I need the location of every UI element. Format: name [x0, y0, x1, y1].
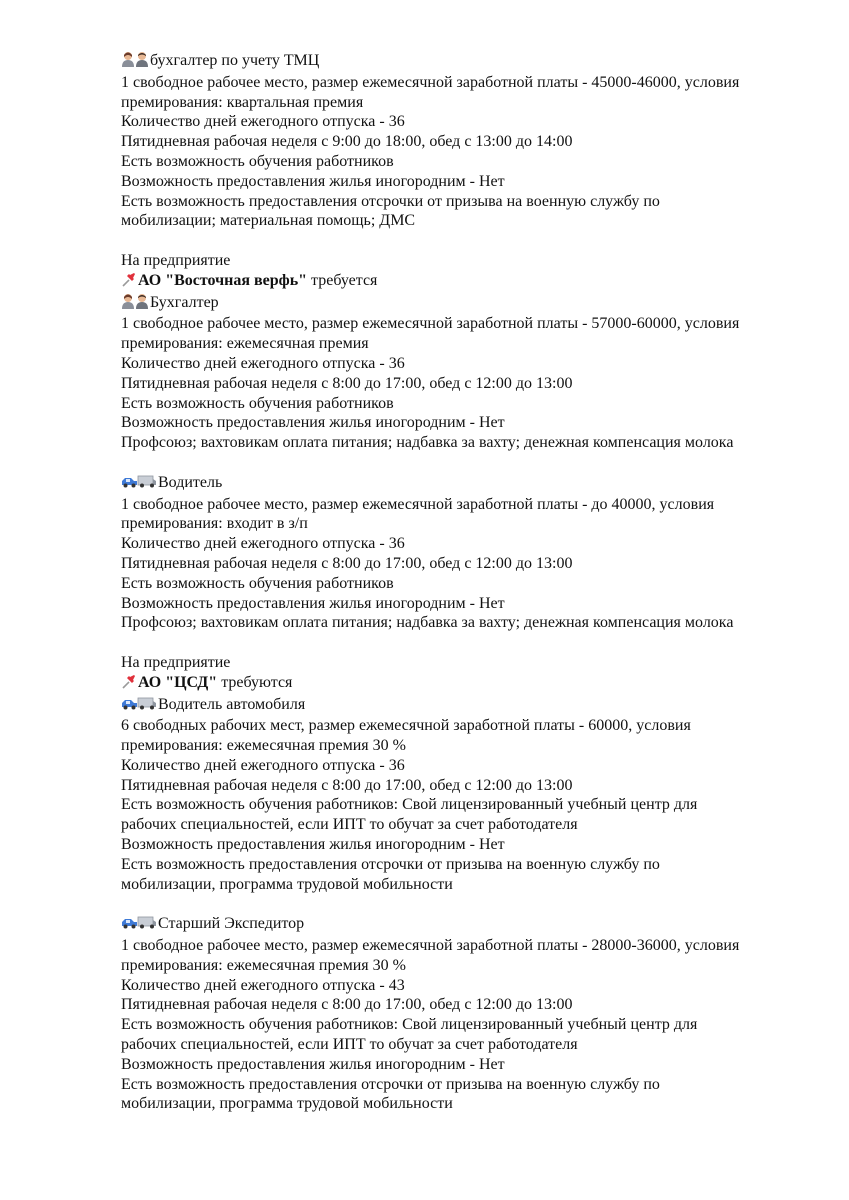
training-line: Есть возможность обучения работников: Свой лицензированный учебный центр для: [121, 796, 698, 814]
document-body: [121, 51, 811, 1114]
schedule-line: Пятидневная рабочая неделя с 8:00 до 17:00, обед с 12:00 до 13:00: [121, 374, 573, 392]
job-title-text: Бухгалтер: [150, 293, 219, 311]
housing-line: Возможность предоставления жилья иногородним - Нет: [121, 1055, 505, 1073]
housing-line: Возможность предоставления жилья иногородним - Нет: [121, 836, 505, 854]
salary-line: 1 свободное рабочее место, размер ежемесячной заработной платы - 57000-60000, условия: [121, 315, 740, 333]
company-suffix: требуется: [307, 271, 378, 289]
vacation-line: Количество дней ежегодного отпуска - 36: [121, 113, 405, 131]
pushpin-icon: [121, 271, 137, 293]
bonus-line: премирования: ежемесячная премия: [121, 335, 369, 353]
vacation-line: Количество дней ежегодного отпуска - 36: [121, 756, 405, 774]
training-line: рабочих специальностей, если ИПТ то обучат за счет работодателя: [121, 816, 578, 834]
benefits-line: мобилизации, программа трудовой мобильности: [121, 875, 453, 893]
vacation-line: Количество дней ежегодного отпуска - 43: [121, 976, 405, 994]
training-line: Есть возможность обучения работников: [121, 152, 394, 170]
schedule-line: Пятидневная рабочая неделя с 8:00 до 17:00, обед с 12:00 до 13:00: [121, 554, 573, 572]
job-title-text: Старший Экспедитор: [158, 915, 305, 933]
people-icon: [121, 51, 149, 73]
bonus-line: премирования: ежемесячная премия 30 %: [121, 737, 406, 755]
bonus-line: премирования: квартальная премия: [121, 93, 364, 111]
company-name: АО "Восточная верфь": [138, 271, 308, 289]
benefits-line: мобилизации; материальная помощь; ДМС: [121, 212, 416, 230]
housing-line: Возможность предоставления жилья иногородним - Нет: [121, 594, 505, 612]
company-intro: На предприятие: [121, 653, 231, 671]
schedule-line: Пятидневная рабочая неделя с 8:00 до 17:00, обед с 12:00 до 13:00: [121, 776, 573, 794]
vacation-line: Количество дней ежегодного отпуска - 36: [121, 354, 405, 372]
job-title-text: Водитель: [158, 473, 223, 491]
benefits-line: Профсоюз; вахтовикам оплата питания; надбавка за вахту; денежная компенсация молока: [121, 434, 734, 452]
spacer: [121, 894, 811, 914]
company-intro: На предприятие: [121, 251, 231, 269]
salary-line: 1 свободное рабочее место, размер ежемесячной заработной платы - 45000-46000, условия: [121, 73, 740, 91]
job-title-accountant: [121, 293, 811, 315]
benefits-line: мобилизации, программа трудовой мобильности: [121, 1095, 453, 1113]
salary-line: 1 свободное рабочее место, размер ежемесячной заработной платы - 28000-36000, условия: [121, 937, 740, 955]
benefits-line: Есть возможность предоставления отсрочки от призыва на военную службу по: [121, 855, 660, 873]
housing-line: Возможность предоставления жилья иногородним - Нет: [121, 414, 505, 432]
company-name: АО "ЦСД": [138, 673, 218, 691]
job-title-car-driver: [121, 695, 811, 717]
car-truck-icon: [121, 695, 157, 717]
vacation-line: Количество дней ежегодного отпуска - 36: [121, 535, 405, 553]
job-title-text: бухгалтер по учету ТМЦ: [150, 52, 320, 69]
schedule-line: Пятидневная рабочая неделя с 9:00 до 18:00, обед с 13:00 до 14:00: [121, 133, 573, 151]
benefits-line: Профсоюз; вахтовикам оплата питания; надбавка за вахту; денежная компенсация молока: [121, 614, 734, 632]
company-heading: [121, 271, 811, 293]
job-title-senior-forwarder: [121, 914, 811, 936]
company-suffix: требуются: [217, 673, 293, 691]
people-icon: [121, 293, 149, 315]
housing-line: Возможность предоставления жилья иногородним - Нет: [121, 172, 505, 190]
job-title-text: Водитель автомобиля: [158, 695, 306, 713]
company-heading: [121, 673, 811, 695]
salary-line: 6 свободных рабочих мест, размер ежемесячной заработной платы - 60000, условия: [121, 717, 691, 735]
spacer: [121, 453, 811, 473]
schedule-line: Пятидневная рабочая неделя с 8:00 до 17:00, обед с 12:00 до 13:00: [121, 996, 573, 1014]
training-line: Есть возможность обучения работников: [121, 394, 394, 412]
bonus-line: премирования: входит в з/п: [121, 515, 308, 533]
benefits-line: Есть возможность предоставления отсрочки от призыва на военную службу по: [121, 192, 660, 210]
training-line: рабочих специальностей, если ИПТ то обучат за счет работодателя: [121, 1036, 578, 1054]
spacer: [121, 231, 811, 251]
training-line: Есть возможность обучения работников: [121, 574, 394, 592]
salary-line: 1 свободное рабочее место, размер ежемесячной заработной платы - до 40000, условия: [121, 495, 715, 513]
bonus-line: премирования: ежемесячная премия 30 %: [121, 956, 406, 974]
job-title-accountant-tmc: [121, 51, 811, 73]
pushpin-icon: [121, 673, 137, 695]
training-line: Есть возможность обучения работников: Свой лицензированный учебный центр для: [121, 1016, 698, 1034]
job-title-driver: [121, 473, 811, 495]
car-truck-icon: [121, 473, 157, 495]
spacer: [121, 633, 811, 653]
car-truck-icon: [121, 914, 157, 936]
benefits-line: Есть возможность предоставления отсрочки от призыва на военную службу по: [121, 1075, 660, 1093]
